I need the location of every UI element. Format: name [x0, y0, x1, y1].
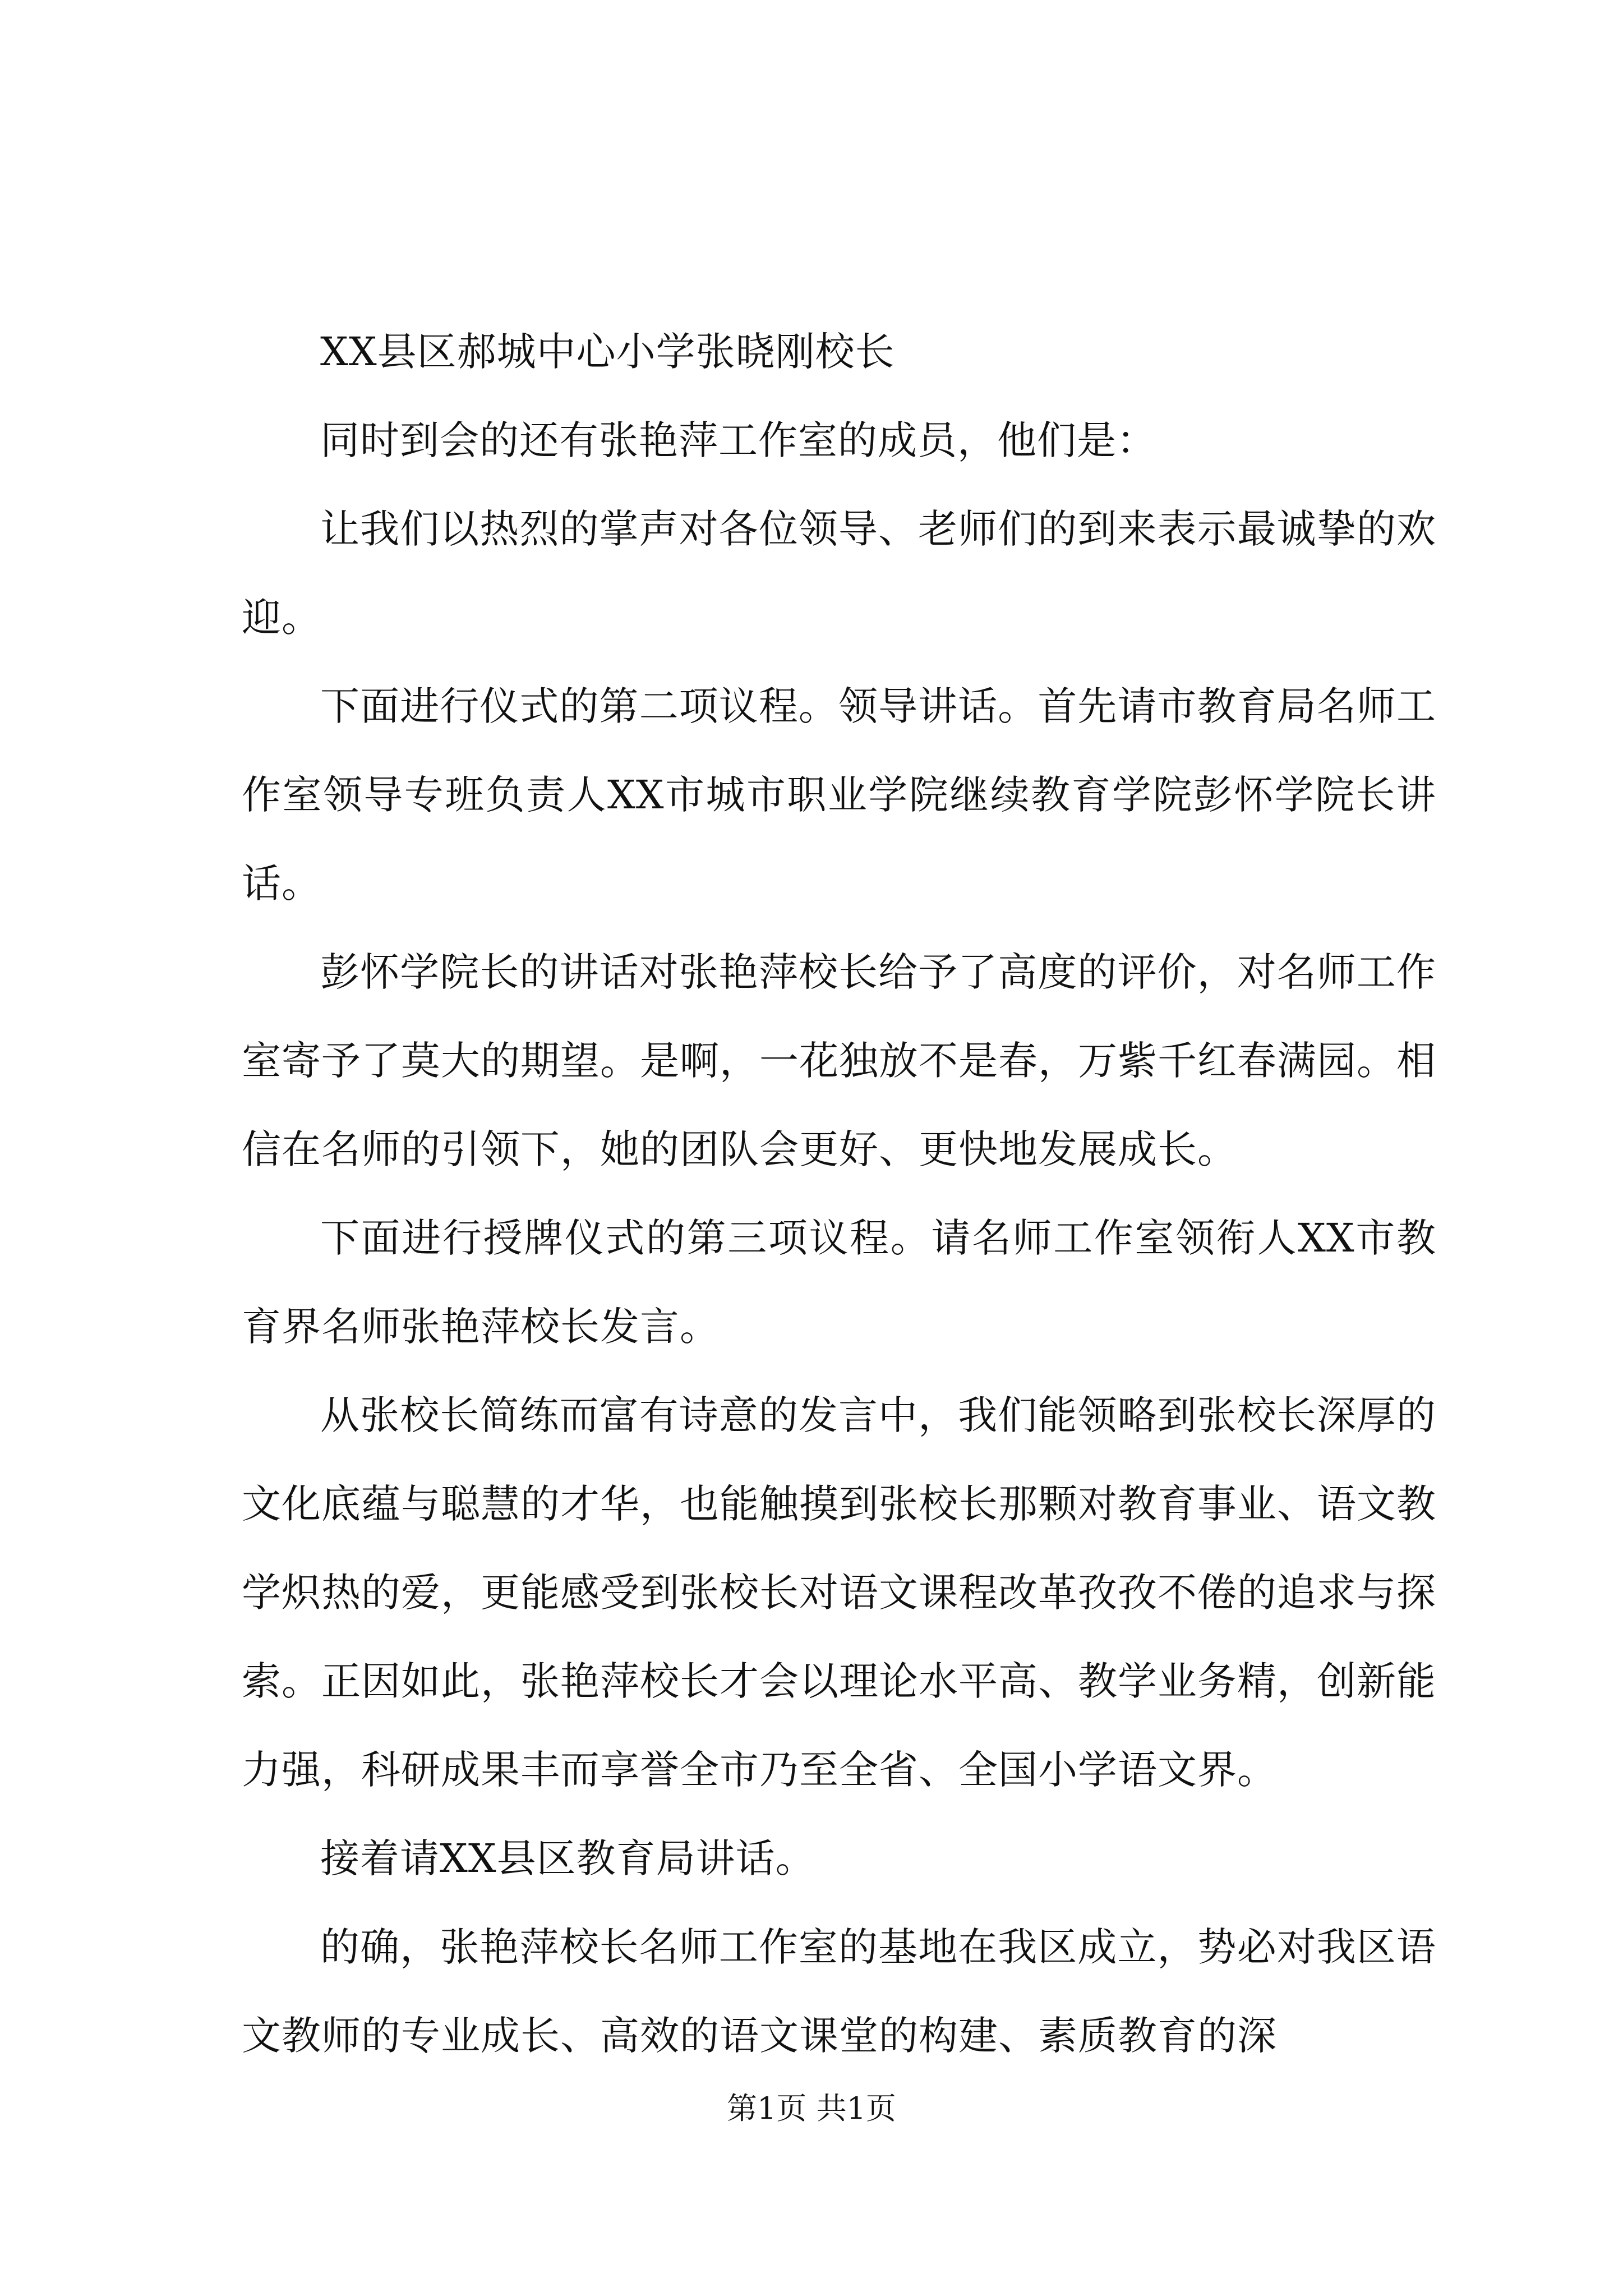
- paragraph-speech-comment: 彭怀学院长的讲话对张艳萍校长给予了高度的评价，对名师工作室寄予了莫大的期望。是啊，一花独放不是春，万紫千红春满园。相信在名师的引领下，她的团队会更好、更快地发展成长。: [242, 949, 1436, 1172]
- paragraph-bureau-speech: 接着请XX县区教育局讲话。: [320, 1835, 815, 1881]
- paragraph-members: 同时到会的还有张艳萍工作室的成员，他们是：: [320, 417, 1156, 463]
- paragraph-welcome: 让我们以热烈的掌声对各位领导、老师们的到来表示最诚挚的欢迎。: [242, 506, 1436, 641]
- page-footer: 第1页 共1页: [727, 2091, 896, 2126]
- paragraph-conclusion: 的确，张艳萍校长名师工作室的基地在我区成立，势必对我区语文教师的专业成长、高效的语文课堂的构建、素质教育的深: [242, 1924, 1436, 2059]
- paragraph-agenda-three: 下面进行授牌仪式的第三项议程。请名师工作室领衔人XX市教育界名师张艳萍校长发言。: [242, 1215, 1436, 1350]
- paragraph-attendee: XX县区郝城中心小学张晓刚校长: [320, 329, 895, 375]
- document-body: [242, 307, 1436, 2080]
- paragraph-speech-praise: 从张校长简练而富有诗意的发言中，我们能领略到张校长深厚的文化底蕴与聪慧的才华，也能触摸到张校长那颗对教育事业、语文教学炽热的爱，更能感受到张校长对语文课程改革孜孜不倦的追求与探索。正因如此，张艳萍校长才会以理论水平高、教学业务精，创新能力强，科研成果丰而享誉全市乃至全省、全国小学语文界。: [242, 1392, 1436, 1793]
- paragraph-agenda-two: 下面进行仪式的第二项议程。领导讲话。首先请市教育局名师工作室领导专班负责人XX市城市职业学院继续教育学院彭怀学院长讲话。: [242, 683, 1436, 907]
